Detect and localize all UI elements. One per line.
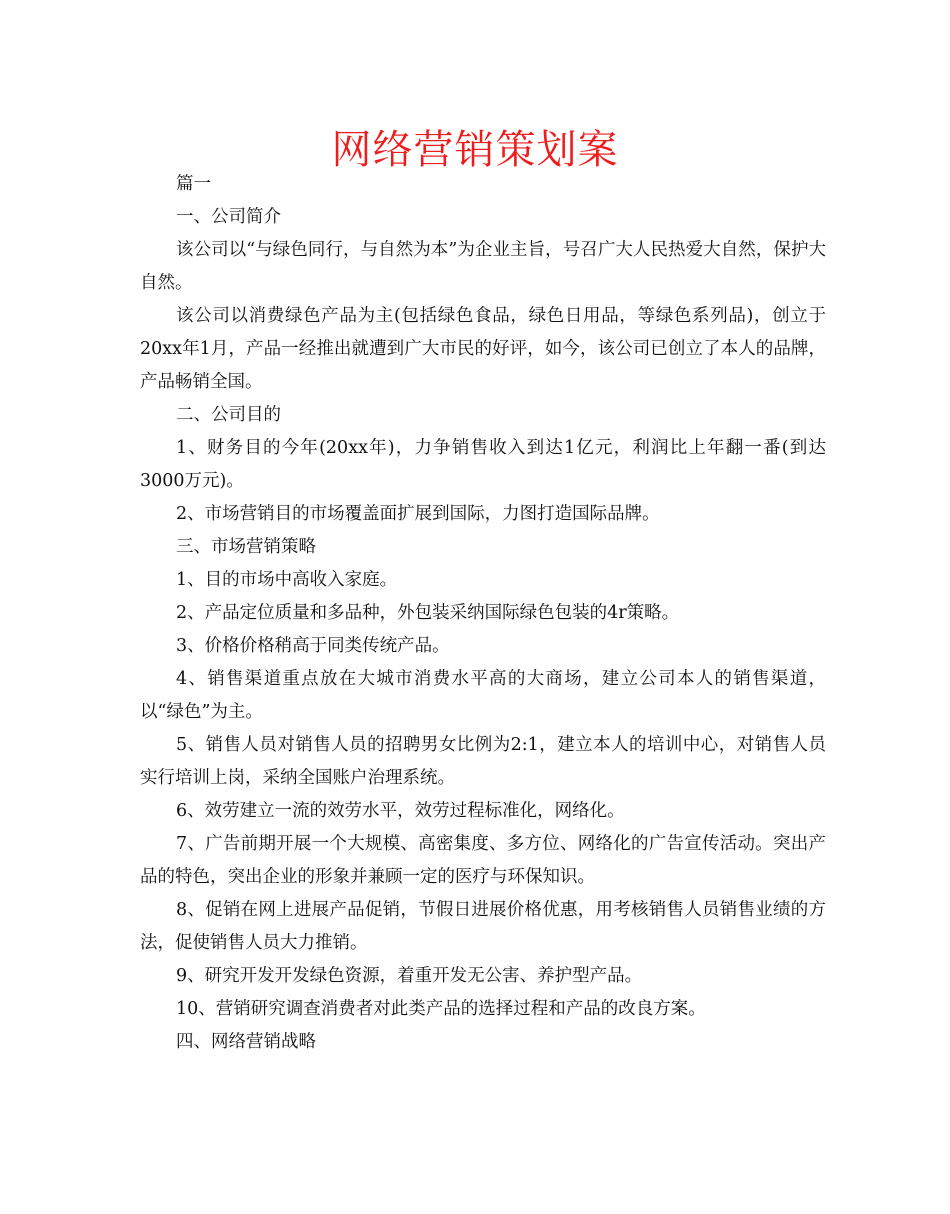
heading-company-goals: 二、公司目的 (176, 405, 281, 425)
paragraph: 该公司以消费绿色产品为主(包括绿色食品，绿色日用品，等绿色系列品)，创立于20xx年1月，产品一经推出就遭到广大市民的好评，如今，该公司已创立了本人的品牌，产品畅销全国。 (140, 306, 826, 392)
list-item: 7、广告前期开展一个大规模、高密集度、多方位、网络化的广告宣传活动。突出产品的特色，突出企业的形象并兼顾一定的医疗与环保知识。 (140, 834, 826, 887)
heading-online-marketing-strategy: 四、网络营销战略 (176, 1032, 316, 1052)
list-item: 3、价格价格稍高于同类传统产品。 (176, 636, 450, 656)
heading-company-intro: 一、公司简介 (176, 207, 281, 227)
list-item: 1、财务目的今年(20xx年)，力争销售收入到达1亿元，利润比上年翻一番(到达3000万元)。 (140, 438, 826, 491)
list-item: 6、效劳建立一流的效劳水平，效劳过程标准化，网络化。 (176, 801, 625, 821)
list-item: 5、销售人员对销售人员的招聘男女比例为2:1，建立本人的培训中心，对销售人员实行培训上岗，采纳全国账户治理系统。 (140, 735, 826, 788)
list-item: 10、营销研究调查消费者对此类产品的选择过程和产品的改良方案。 (176, 999, 706, 1019)
document-title: 网络营销策划案 (331, 127, 619, 173)
list-item: 9、研究开发开发绿色资源，着重开发无公害、养护型产品。 (176, 966, 643, 986)
list-item: 4、销售渠道重点放在大城市消费水平高的大商场，建立公司本人的销售渠道，以“绿色”为主。 (140, 669, 826, 722)
paragraph-section-label: 篇一 (176, 174, 211, 194)
list-item: 2、市场营销目的市场覆盖面扩展到国际，力图打造国际品牌。 (176, 504, 660, 524)
paragraph: 该公司以“与绿色同行，与自然为本”为企业主旨，号召广大人民热爱大自然，保护大自然。 (140, 240, 826, 293)
list-item: 8、促销在网上进展产品促销，节假日进展价格优惠，用考核销售人员销售业绩的方法，促使销售人员大力推销。 (140, 900, 826, 953)
heading-marketing-strategy: 三、市场营销策略 (176, 537, 316, 557)
document-body (140, 168, 826, 1059)
list-item: 1、目的市场中高收入家庭。 (176, 570, 398, 590)
list-item: 2、产品定位质量和多品种，外包装采纳国际绿色包装的4r策略。 (176, 603, 680, 623)
